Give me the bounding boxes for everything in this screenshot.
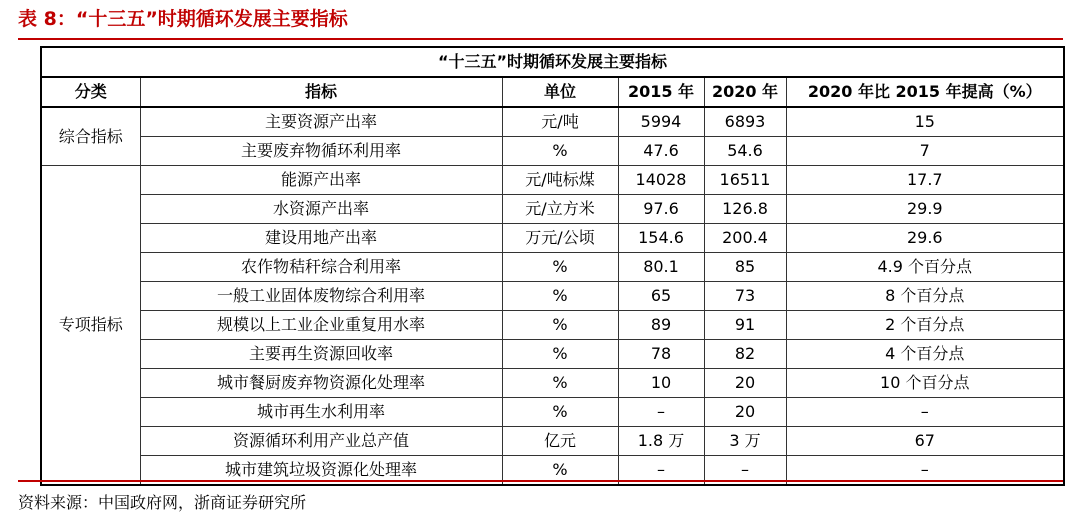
- increase-cell: 2 个百分点: [786, 311, 1064, 340]
- indicator-cell: 资源循环利用产业总产值: [140, 427, 502, 456]
- table-row: [41, 224, 1064, 253]
- unit-cell: %: [502, 456, 618, 486]
- table-caption: 表 8：“十三五”时期循环发展主要指标: [18, 8, 348, 30]
- indicator-cell: 主要资源产出率: [140, 107, 502, 137]
- header-unit: 单位: [502, 77, 618, 107]
- caption-divider: [18, 38, 1063, 40]
- table-title-row: [41, 47, 1064, 77]
- table-row: [41, 195, 1064, 224]
- table-row: [41, 369, 1064, 398]
- header-increase: 2020 年比 2015 年提高（%）: [786, 77, 1064, 107]
- indicator-cell: 农作物秸秆综合利用率: [140, 253, 502, 282]
- indicator-cell: 水资源产出率: [140, 195, 502, 224]
- increase-cell: 29.6: [786, 224, 1064, 253]
- value-2020-cell: 85: [704, 253, 786, 282]
- value-2020-cell: 126.8: [704, 195, 786, 224]
- unit-cell: 万元/公顷: [502, 224, 618, 253]
- table-body: [41, 107, 1064, 485]
- increase-cell: 29.9: [786, 195, 1064, 224]
- header-indicator: 指标: [140, 77, 502, 107]
- table-title: “十三五”时期循环发展主要指标: [41, 47, 1064, 77]
- table-row: [41, 137, 1064, 166]
- value-2015-cell: –: [618, 398, 704, 427]
- value-2015-cell: 78: [618, 340, 704, 369]
- category-cell: 专项指标: [41, 166, 140, 486]
- value-2020-cell: 91: [704, 311, 786, 340]
- value-2020-cell: –: [704, 456, 786, 486]
- value-2015-cell: 47.6: [618, 137, 704, 166]
- increase-cell: –: [786, 456, 1064, 486]
- increase-cell: 4 个百分点: [786, 340, 1064, 369]
- increase-cell: 10 个百分点: [786, 369, 1064, 398]
- value-2020-cell: 20: [704, 398, 786, 427]
- value-2015-cell: 65: [618, 282, 704, 311]
- indicator-cell: 城市建筑垃圾资源化处理率: [140, 456, 502, 486]
- indicator-cell: 主要废弃物循环利用率: [140, 137, 502, 166]
- unit-cell: %: [502, 340, 618, 369]
- table-row: [41, 253, 1064, 282]
- increase-cell: 8 个百分点: [786, 282, 1064, 311]
- indicator-cell: 城市餐厨废弃物资源化处理率: [140, 369, 502, 398]
- increase-cell: 15: [786, 107, 1064, 137]
- value-2020-cell: 20: [704, 369, 786, 398]
- value-2020-cell: 16511: [704, 166, 786, 195]
- unit-cell: 元/吨: [502, 107, 618, 137]
- table-row: [41, 427, 1064, 456]
- value-2015-cell: 89: [618, 311, 704, 340]
- value-2020-cell: 6893: [704, 107, 786, 137]
- increase-cell: 17.7: [786, 166, 1064, 195]
- header-category: 分类: [41, 77, 140, 107]
- table-row: [41, 398, 1064, 427]
- value-2020-cell: 73: [704, 282, 786, 311]
- category-cell: 综合指标: [41, 107, 140, 166]
- table-row: [41, 340, 1064, 369]
- value-2015-cell: 154.6: [618, 224, 704, 253]
- value-2015-cell: 1.8 万: [618, 427, 704, 456]
- unit-cell: %: [502, 398, 618, 427]
- value-2015-cell: 10: [618, 369, 704, 398]
- unit-cell: 元/吨标煤: [502, 166, 618, 195]
- value-2015-cell: 5994: [618, 107, 704, 137]
- increase-cell: 4.9 个百分点: [786, 253, 1064, 282]
- indicator-cell: 规模以上工业企业重复用水率: [140, 311, 502, 340]
- header-2020: 2020 年: [704, 77, 786, 107]
- value-2015-cell: –: [618, 456, 704, 486]
- table-header-row: [41, 77, 1064, 107]
- value-2020-cell: 3 万: [704, 427, 786, 456]
- unit-cell: %: [502, 137, 618, 166]
- unit-cell: %: [502, 311, 618, 340]
- unit-cell: 元/立方米: [502, 195, 618, 224]
- value-2015-cell: 80.1: [618, 253, 704, 282]
- increase-cell: –: [786, 398, 1064, 427]
- value-2020-cell: 54.6: [704, 137, 786, 166]
- source-note: 资料来源：中国政府网，浙商证券研究所: [18, 493, 307, 512]
- table-container: [40, 46, 1063, 486]
- unit-cell: %: [502, 253, 618, 282]
- indicator-cell: 主要再生资源回收率: [140, 340, 502, 369]
- unit-cell: 亿元: [502, 427, 618, 456]
- value-2020-cell: 82: [704, 340, 786, 369]
- unit-cell: %: [502, 282, 618, 311]
- indicator-cell: 一般工业固体废物综合利用率: [140, 282, 502, 311]
- table-row: [41, 107, 1064, 137]
- table-row: [41, 282, 1064, 311]
- value-2020-cell: 200.4: [704, 224, 786, 253]
- value-2015-cell: 97.6: [618, 195, 704, 224]
- unit-cell: %: [502, 369, 618, 398]
- indicator-cell: 能源产出率: [140, 166, 502, 195]
- indicator-cell: 城市再生水利用率: [140, 398, 502, 427]
- indicator-cell: 建设用地产出率: [140, 224, 502, 253]
- header-2015: 2015 年: [618, 77, 704, 107]
- increase-cell: 7: [786, 137, 1064, 166]
- indicator-table: [40, 46, 1065, 486]
- table-row: [41, 311, 1064, 340]
- table-row: [41, 166, 1064, 195]
- value-2015-cell: 14028: [618, 166, 704, 195]
- source-divider: [18, 480, 1063, 482]
- increase-cell: 67: [786, 427, 1064, 456]
